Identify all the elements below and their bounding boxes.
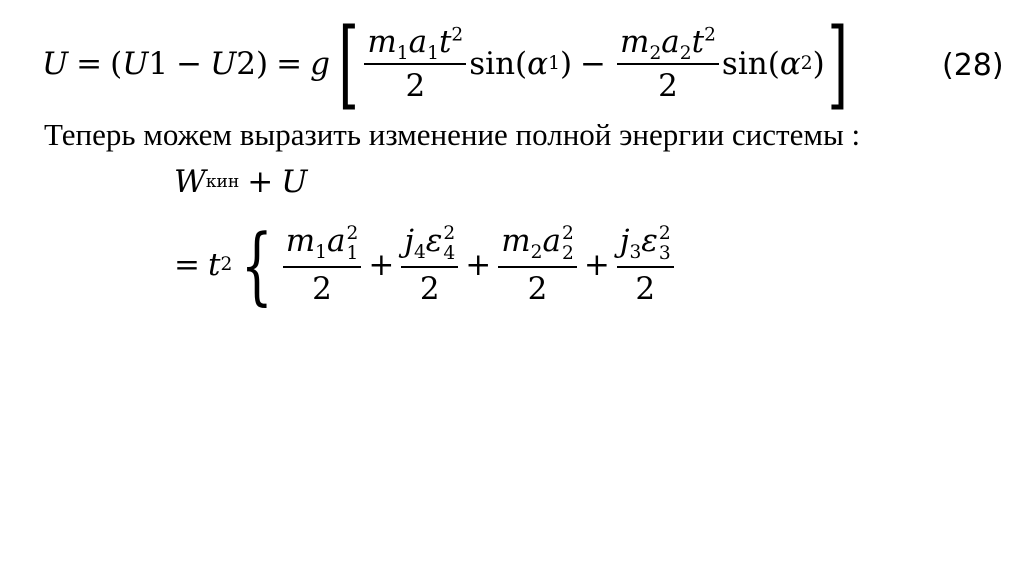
sin-function-2: sin( bbox=[721, 46, 780, 82]
left-brace: { bbox=[240, 216, 274, 314]
plus-sign-3: + bbox=[583, 247, 610, 283]
symbol-t: t bbox=[207, 247, 221, 283]
paren-close-2: ) bbox=[812, 46, 825, 82]
digit-1: 1 bbox=[148, 46, 169, 82]
equation-28: U = ( U 1 − U 2 ) = g [ $\frac{m_1a_1t^2}{2}$ sin( α 1 ) − $\frac{m_2a_2t^2}{2}$ sin( α 2 ) ] bbox=[42, 8, 848, 120]
right-bracket: ] bbox=[827, 8, 848, 120]
energy-rhs: = t 2 { $m_1a$ 2 1 2 + $j_4\varepsilon$ 2 4 2 + $m_2a$ 2 2 2 + $j_3\varepsilon$ 2 3 2 bbox=[174, 215, 677, 315]
minus-sign: − bbox=[176, 46, 203, 82]
fraction-numerator: $j_3\varepsilon$ 2 3 bbox=[617, 223, 674, 268]
fraction-denominator: 2 bbox=[419, 271, 440, 308]
fraction-numerator: $j_4\varepsilon$ 2 4 bbox=[401, 223, 458, 268]
symbol-U: U bbox=[42, 46, 69, 82]
sin-function: sin( bbox=[469, 46, 528, 82]
fraction-numerator: $m_1a_1t^2$ bbox=[364, 24, 466, 65]
fraction-numerator: $m_2a_2t^2$ bbox=[617, 24, 719, 65]
plus-sign: + bbox=[247, 164, 274, 200]
symbol-U1: U bbox=[122, 46, 149, 82]
fraction-denominator: 2 bbox=[527, 271, 548, 308]
fraction-kinetic-2 bbox=[498, 223, 577, 307]
paren-close: ) bbox=[255, 46, 269, 82]
symbol-alpha: α bbox=[527, 46, 549, 82]
equals-sign: = bbox=[76, 46, 103, 82]
fraction-term-2 bbox=[617, 24, 719, 104]
plus-sign: + bbox=[368, 247, 395, 283]
equals-sign-2: = bbox=[276, 46, 303, 82]
equals-sign: = bbox=[174, 247, 200, 283]
energy-lhs: W кин + U bbox=[174, 164, 308, 200]
digit-2: 2 bbox=[236, 46, 256, 82]
body-text: Теперь можем выразить изменение полной энергии системы : bbox=[44, 117, 861, 152]
fraction-rotational-4 bbox=[401, 223, 458, 307]
fraction-kinetic-1 bbox=[283, 223, 362, 307]
fraction-rotational-3 bbox=[617, 223, 674, 307]
left-bracket: [ bbox=[338, 8, 359, 120]
fraction-term-1 bbox=[364, 24, 466, 104]
fraction-denominator: 2 bbox=[635, 271, 656, 308]
fraction-denominator: 2 bbox=[658, 68, 678, 104]
fraction-denominator: 2 bbox=[312, 271, 332, 308]
fraction-numerator: $m_1a$ 2 1 bbox=[283, 223, 362, 268]
equation-number: (28) bbox=[942, 48, 1004, 83]
plus-sign-2: + bbox=[465, 247, 492, 283]
symbol-W: W bbox=[174, 164, 206, 200]
fraction-numerator: $m_2a$ 2 2 bbox=[498, 223, 577, 268]
symbol-g: g bbox=[310, 46, 330, 82]
fraction-denominator: 2 bbox=[405, 68, 426, 104]
symbol-U: U bbox=[281, 164, 308, 200]
symbol-U2: U bbox=[210, 46, 237, 82]
paren-open: ( bbox=[110, 46, 123, 82]
symbol-alpha-2: α bbox=[779, 46, 801, 82]
paren-close: ) bbox=[559, 46, 573, 82]
minus-sign-2: − bbox=[580, 46, 607, 82]
